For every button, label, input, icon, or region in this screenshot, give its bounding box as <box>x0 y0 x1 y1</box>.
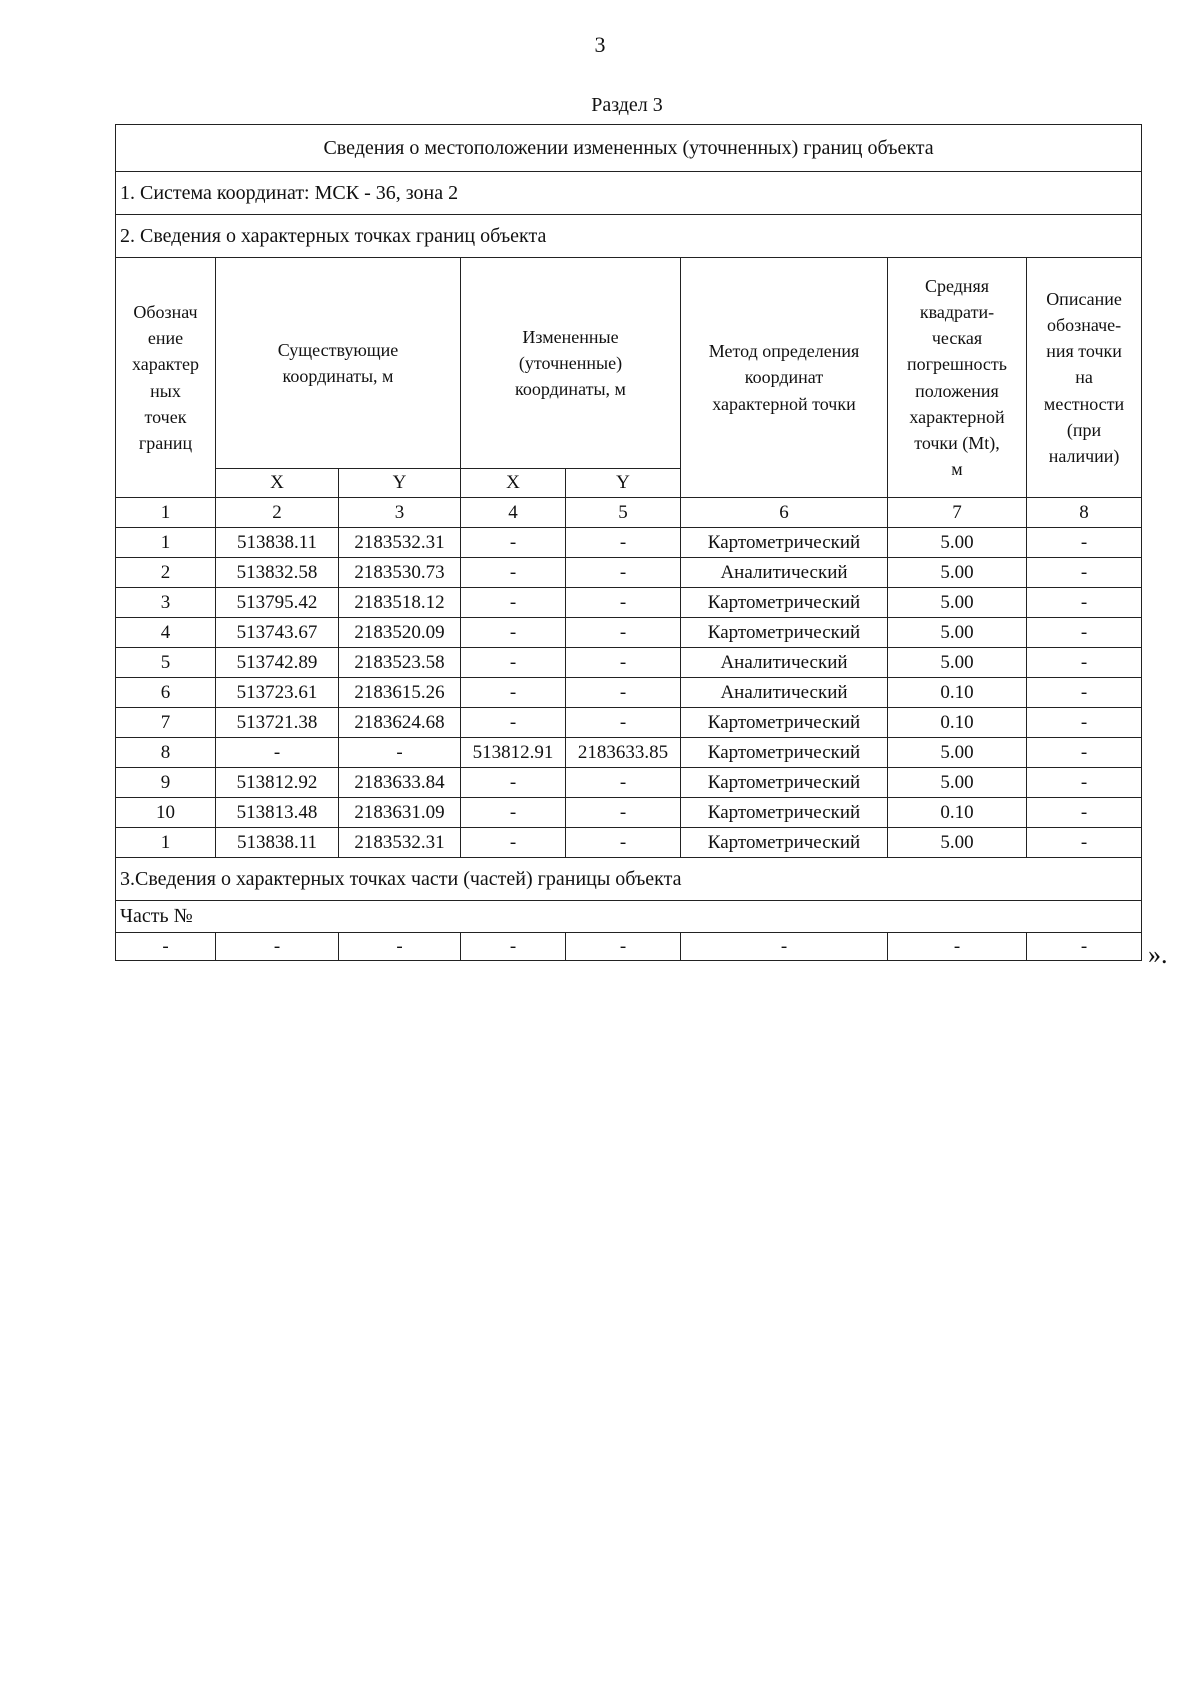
table-title: Сведения о местоположении измененных (уточненных) границ объекта <box>116 125 1142 172</box>
table-cell: - <box>461 558 566 588</box>
table-cell: 2 <box>116 558 216 588</box>
table-cell: - <box>1027 768 1142 798</box>
table-cell: Картометрический <box>681 528 888 558</box>
table-cell: - <box>461 648 566 678</box>
header-existing-coords: Существующие координаты, м <box>216 258 461 469</box>
column-number: 3 <box>339 498 461 528</box>
table-cell: Картометрический <box>681 768 888 798</box>
header-changed-coords: Измененные (уточненные) координаты, м <box>461 258 681 469</box>
table-cell: - <box>116 933 216 961</box>
table-cell: 513832.58 <box>216 558 339 588</box>
header-designation: Обознач ение характер ных точек границ <box>116 258 216 498</box>
table-cell: - <box>566 798 681 828</box>
table-cell: 2183530.73 <box>339 558 461 588</box>
column-number: 1 <box>116 498 216 528</box>
table-cell: 2183523.58 <box>339 648 461 678</box>
table-cell: - <box>566 828 681 858</box>
table-cell: - <box>1027 798 1142 828</box>
table-cell: - <box>461 528 566 558</box>
table-cell: - <box>1027 933 1142 961</box>
table-row <box>116 798 1142 828</box>
coordinate-system: 1. Система координат: МСК - 36, зона 2 <box>116 172 1142 215</box>
table-row <box>116 738 1142 768</box>
table-cell: - <box>1027 528 1142 558</box>
table-row <box>116 528 1142 558</box>
table-cell: Картометрический <box>681 708 888 738</box>
table-cell: Картометрический <box>681 588 888 618</box>
table-cell: 0.10 <box>888 798 1027 828</box>
table-cell: 2183615.26 <box>339 678 461 708</box>
table-cell: 6 <box>116 678 216 708</box>
column-number: 6 <box>681 498 888 528</box>
table-cell: - <box>566 558 681 588</box>
empty-part-row <box>116 933 1142 961</box>
table-cell: - <box>1027 558 1142 588</box>
header-error: Средняя квадрати- ческая погрешность положения характерной точки (Mt), м <box>888 258 1027 498</box>
table-cell: 5.00 <box>888 588 1027 618</box>
closing-quote-mark: ». <box>1148 940 1168 969</box>
table-row <box>116 828 1142 858</box>
table-cell: - <box>566 708 681 738</box>
table-cell: 513795.42 <box>216 588 339 618</box>
header-description: Описание обозначе- ния точки на местности (при наличии) <box>1027 258 1142 498</box>
table-cell: - <box>1027 648 1142 678</box>
part-number-label: Часть № <box>116 901 1142 933</box>
table-cell: 4 <box>116 618 216 648</box>
table-cell: - <box>461 828 566 858</box>
table-cell: - <box>216 738 339 768</box>
table-row <box>116 768 1142 798</box>
table-cell: - <box>566 678 681 708</box>
boundary-points-table <box>115 124 1142 961</box>
column-number: 8 <box>1027 498 1142 528</box>
table-cell: 5.00 <box>888 648 1027 678</box>
table-cell: - <box>339 738 461 768</box>
table-cell: - <box>566 648 681 678</box>
table-cell: 513813.48 <box>216 798 339 828</box>
table-cell: 513838.11 <box>216 528 339 558</box>
table-cell: 513742.89 <box>216 648 339 678</box>
table-row <box>116 648 1142 678</box>
table-cell: 1 <box>116 528 216 558</box>
table-cell: 513743.67 <box>216 618 339 648</box>
column-numbers-row <box>116 498 1142 528</box>
table-cell: 5 <box>116 648 216 678</box>
table-cell: - <box>888 933 1027 961</box>
table-cell: 0.10 <box>888 678 1027 708</box>
table-cell: 5.00 <box>888 828 1027 858</box>
table-cell: Картометрический <box>681 828 888 858</box>
table-cell: - <box>461 798 566 828</box>
table-cell: Картометрический <box>681 618 888 648</box>
table-cell: - <box>461 678 566 708</box>
column-number: 4 <box>461 498 566 528</box>
table-cell: - <box>1027 828 1142 858</box>
table-cell: 7 <box>116 708 216 738</box>
table-cell: 2183633.85 <box>566 738 681 768</box>
table-cell: 2183532.31 <box>339 528 461 558</box>
table-cell: - <box>1027 708 1142 738</box>
table-cell: - <box>339 933 461 961</box>
header-existing-y: Y <box>339 469 461 498</box>
table-row <box>116 588 1142 618</box>
header-existing-x: X <box>216 469 339 498</box>
table-cell: - <box>1027 588 1142 618</box>
table-cell: - <box>461 933 566 961</box>
table-cell: - <box>1027 678 1142 708</box>
page-number: 3 <box>594 32 606 57</box>
table-row <box>116 558 1142 588</box>
table-cell: 2183631.09 <box>339 798 461 828</box>
table-cell: - <box>566 768 681 798</box>
table-cell: 3 <box>116 588 216 618</box>
table-cell: - <box>566 528 681 558</box>
table-cell: Картометрический <box>681 798 888 828</box>
table-cell: 5.00 <box>888 768 1027 798</box>
table-cell: 10 <box>116 798 216 828</box>
points-heading: 2. Сведения о характерных точках границ объекта <box>116 215 1142 258</box>
column-number: 2 <box>216 498 339 528</box>
table-cell: 1 <box>116 828 216 858</box>
table-cell: - <box>566 933 681 961</box>
table-cell: - <box>216 933 339 961</box>
column-number: 7 <box>888 498 1027 528</box>
table-cell: - <box>681 933 888 961</box>
table-cell: Аналитический <box>681 678 888 708</box>
table-cell: Аналитический <box>681 648 888 678</box>
table-cell: - <box>461 588 566 618</box>
table-cell: 0.10 <box>888 708 1027 738</box>
table-cell: - <box>1027 618 1142 648</box>
table-cell: - <box>566 588 681 618</box>
table-cell: 9 <box>116 768 216 798</box>
table-cell: 2183532.31 <box>339 828 461 858</box>
header-method: Метод определения координат характерной точки <box>681 258 888 498</box>
section-label: Раздел 3 <box>591 94 663 116</box>
column-number: 5 <box>566 498 681 528</box>
table-cell: 2183624.68 <box>339 708 461 738</box>
parts-heading: 3.Сведения о характерных точках части (частей) границы объекта <box>116 858 1142 901</box>
table-cell: 513721.38 <box>216 708 339 738</box>
table-cell: 5.00 <box>888 558 1027 588</box>
table-cell: 513812.91 <box>461 738 566 768</box>
table-cell: 513838.11 <box>216 828 339 858</box>
table-cell: 2183633.84 <box>339 768 461 798</box>
table-cell: 8 <box>116 738 216 768</box>
table-cell: - <box>461 708 566 738</box>
table-cell: 2183520.09 <box>339 618 461 648</box>
header-changed-x: X <box>461 469 566 498</box>
table-cell: - <box>566 618 681 648</box>
table-row <box>116 678 1142 708</box>
table-cell: 513812.92 <box>216 768 339 798</box>
table-cell: 5.00 <box>888 618 1027 648</box>
table-cell: 5.00 <box>888 528 1027 558</box>
table-row <box>116 618 1142 648</box>
table-cell: - <box>461 768 566 798</box>
table-cell: - <box>461 618 566 648</box>
table-cell: Аналитический <box>681 558 888 588</box>
table-cell: 5.00 <box>888 738 1027 768</box>
header-changed-y: Y <box>566 469 681 498</box>
table-cell: Картометрический <box>681 738 888 768</box>
table-row <box>116 708 1142 738</box>
table-cell: - <box>1027 738 1142 768</box>
table-cell: 513723.61 <box>216 678 339 708</box>
table-cell: 2183518.12 <box>339 588 461 618</box>
